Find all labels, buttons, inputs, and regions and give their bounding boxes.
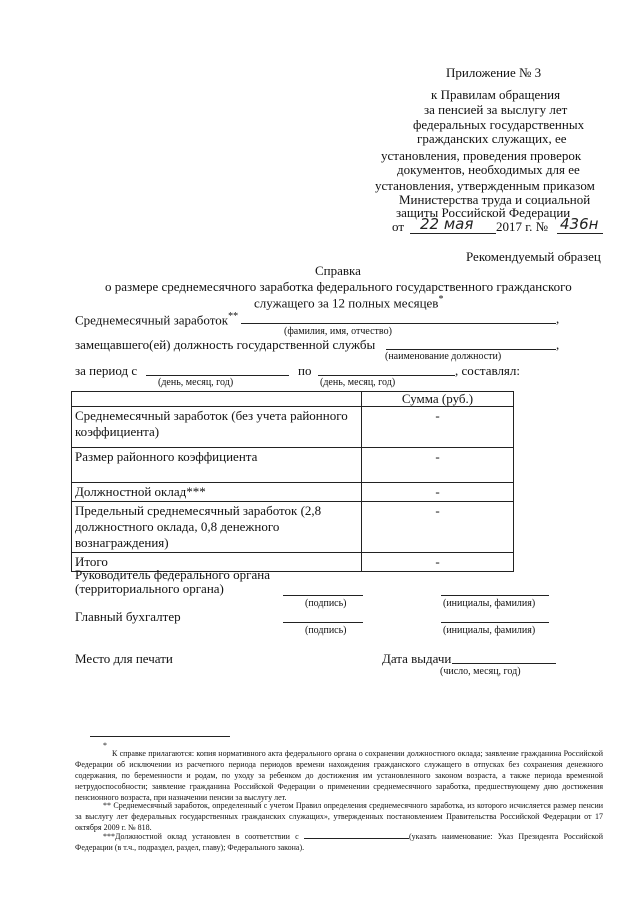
doc-subtitle-2: служащего за 12 полных месяцев*	[254, 294, 444, 311]
row-label: Должностной оклад***	[72, 483, 362, 502]
table-row	[72, 448, 514, 483]
appendix-line: федеральных государственных	[413, 117, 585, 132]
table-row	[72, 483, 514, 502]
fio-field[interactable]	[241, 323, 556, 324]
appendix-line: документов, необходимых для ее	[397, 162, 580, 177]
date-hint-from: (день, месяц, год)	[158, 377, 234, 388]
accountant-sign-field[interactable]	[283, 622, 363, 623]
table-row	[72, 407, 514, 448]
sample-label: Рекомендуемый образец	[466, 249, 601, 264]
doc-title: Справка	[315, 263, 361, 278]
order-prefix: от	[392, 219, 405, 234]
appendix-line: защиты Российской Федерации	[396, 205, 571, 220]
order-date-handwritten: 22 мая	[420, 215, 474, 233]
header-label-cell	[72, 392, 362, 407]
period-result-label: , составлял:	[455, 363, 521, 378]
issue-date-field[interactable]	[452, 663, 556, 664]
head-sign-field[interactable]	[283, 595, 363, 596]
date-hint-to: (день, месяц, год)	[320, 377, 396, 388]
head-label-2: (территориального органа)	[75, 581, 224, 596]
position-hint: (наименование должности)	[385, 351, 502, 362]
head-initials-hint: (инициалы, фамилия)	[443, 598, 536, 609]
appendix-line: Министерства труда и социальной	[399, 192, 591, 207]
salary-table	[71, 391, 514, 572]
table-row	[72, 502, 514, 553]
row-amount: -	[362, 553, 514, 572]
order-number-line	[557, 233, 603, 234]
footnote-1-mark: *	[103, 741, 107, 750]
footnote-1: К справке прилагаются: копия нормативного акта федерального органа о сохранении должностного оклада; заявление гражданина Российской Федерации об исключении из расчетного периода периодов времени нахождения гражданского служащего в отпусках без сохранения денежного содержания, по беременности и родам, по уходу за ребенком до достижения им установленного законом возраста, а также периода временной нетрудоспособности; заявление гражданина Российской Федерации о применении среднемесячного заработка, предшествующему дню достижения пенсионного возраста, при назначении пенсии за выслугу лет.	[75, 749, 603, 802]
accountant-label: Главный бухгалтер	[75, 609, 181, 624]
accountant-initials-hint: (инициалы, фамилия)	[443, 625, 536, 636]
period-from-label: за период с	[75, 363, 138, 378]
appendix-line: установления, проведения проверок	[381, 148, 582, 163]
comma: ,	[556, 311, 560, 326]
period-to-label: по	[298, 363, 312, 378]
row-amount: -	[362, 407, 514, 448]
footnote-2: ** Среднемесячный заработок, определенный с учетом Правил определения среднемесячного заработка, из которого исчисляется размер пенсии за выслугу лет федеральных государственных гражданских служащих», утвержденных постановлением Правительства Российской Федерации от 17 октября 2009 г. № 818.	[75, 801, 603, 832]
head-label-1: Руководитель федерального органа	[75, 567, 270, 582]
comma: ,	[556, 337, 560, 352]
head-sign-hint: (подпись)	[305, 598, 347, 609]
appendix-line: установления, утвержденным приказом	[375, 178, 595, 193]
doc-subtitle-1: о размере среднемесячного заработка федерального государственного гражданского	[105, 279, 572, 294]
order-year: 2017 г. №	[496, 219, 549, 234]
accountant-initials-field[interactable]	[441, 622, 549, 623]
row-label: Итого	[72, 553, 362, 572]
table-header-row	[72, 392, 514, 407]
footnote-3: ***Должностной оклад установлен в соответствии с (указать наименование: Указ Президента Российской Федерации (в т.ч., подраздел, раздел, главу); Федерального закона).	[75, 832, 604, 852]
issue-date-hint: (число, месяц, год)	[440, 666, 521, 677]
row-label: Размер районного коэффициента	[72, 448, 362, 483]
issue-date-label: Дата выдачи	[382, 651, 452, 666]
row-amount: -	[362, 483, 514, 502]
header-amount-cell: Сумма (руб.)	[362, 392, 514, 407]
position-label: замещавшего(ей) должность государственной службы	[75, 337, 376, 352]
row-amount: -	[362, 448, 514, 483]
row-amount: -	[362, 502, 514, 553]
order-date-line	[410, 233, 496, 234]
period-to-field[interactable]	[318, 375, 455, 376]
accountant-sign-hint: (подпись)	[305, 625, 347, 636]
appendix-line: гражданских служащих, ее	[417, 131, 567, 146]
period-from-field[interactable]	[146, 375, 289, 376]
avg-salary-label: Среднемесячный заработок**	[75, 311, 239, 328]
position-field[interactable]	[386, 349, 556, 350]
stamp-label: Место для печати	[75, 651, 173, 666]
footnote-separator	[90, 736, 230, 737]
appendix-line: к Правилам обращения	[431, 87, 561, 102]
order-number-handwritten: 436н	[560, 215, 599, 233]
appendix-title: Приложение № 3	[446, 65, 542, 80]
head-initials-field[interactable]	[441, 595, 549, 596]
row-label: Среднемесячный заработок (без учета районного коэффициента)	[72, 407, 362, 448]
row-label: Предельный среднемесячный заработок (2,8 должностного оклада, 0,8 денежного вознаграждения)	[72, 502, 362, 553]
appendix-line: за пенсией за выслугу лет	[424, 102, 568, 117]
fio-hint: (фамилия, имя, отчество)	[284, 326, 392, 337]
